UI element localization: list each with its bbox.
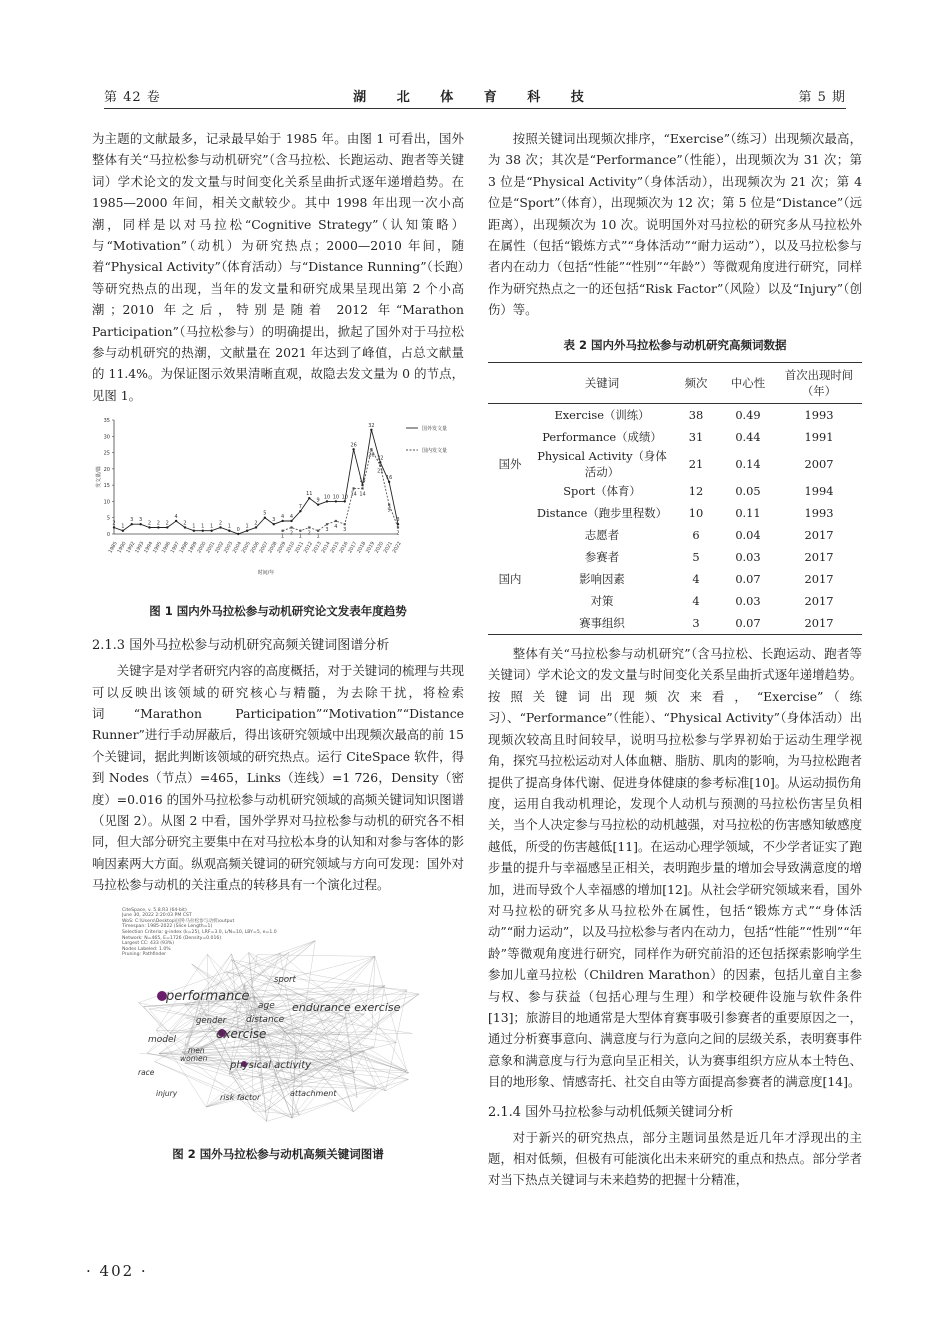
data-point <box>122 530 124 532</box>
data-point <box>281 520 283 522</box>
x-tick-label: 2022 <box>392 541 403 555</box>
data-point <box>397 523 399 525</box>
citespace-header <box>122 908 277 958</box>
data-point <box>148 527 150 529</box>
x-tick-label: 1997 <box>170 541 181 555</box>
data-point <box>370 429 372 431</box>
journal-title: 湖 北 体 育 科 技 <box>353 90 597 105</box>
data-label: 3 <box>343 527 347 534</box>
table-cell-centrality: 0.07 <box>735 572 761 587</box>
x-tick-label: 2002 <box>214 541 226 555</box>
data-point <box>344 523 346 525</box>
table-row <box>488 568 862 590</box>
data-point <box>299 510 301 512</box>
table-header-group <box>488 363 532 404</box>
data-point <box>157 527 159 529</box>
y-axis-label: 发文量/篇 <box>96 466 102 489</box>
data-label: 14 <box>350 491 357 498</box>
x-tick-label: 2009 <box>276 541 288 555</box>
table-cell-keyword: 影响因素 <box>579 572 625 587</box>
data-point <box>335 520 337 522</box>
x-tick-label: 1994 <box>143 541 155 555</box>
data-point <box>228 530 230 532</box>
data-point <box>139 523 141 525</box>
citespace-header-line: June 30, 2022 2:20:03 PM CST <box>122 913 192 919</box>
table-cell-centrality: 0.05 <box>735 484 761 499</box>
keyword-network <box>92 904 464 1134</box>
table-cell-frequency: 6 <box>692 528 700 543</box>
citespace-header-line: Pruning: Pathfinder <box>122 952 167 958</box>
data-label: 10 <box>323 494 331 501</box>
network-keyword-label: men <box>188 1045 205 1055</box>
x-tick-label: 2004 <box>232 541 244 555</box>
data-point <box>317 504 319 506</box>
section-heading-2-1-3: 2.1.3 国外马拉松参与动机研究高频关键词图谱分析 <box>92 638 390 654</box>
y-tick-label: 10 <box>103 499 110 506</box>
table-cell-keyword: Physical Activity（身体活动） <box>537 449 667 480</box>
data-label: 1 <box>245 524 249 531</box>
data-point <box>388 504 390 506</box>
data-point <box>326 501 328 503</box>
data-point <box>202 530 204 532</box>
data-point <box>397 527 399 529</box>
x-tick-label: 2021 <box>383 541 394 555</box>
data-point <box>264 517 266 519</box>
network-keyword-label: attachment <box>290 1088 337 1098</box>
table-cell-keyword: Exercise（训练） <box>554 408 650 423</box>
network-edge <box>374 985 385 1046</box>
network-edge <box>206 954 231 993</box>
y-tick-label: 0 <box>106 532 110 539</box>
data-label: 2 <box>156 520 160 527</box>
x-tick-label: 2018 <box>356 541 368 555</box>
left-column <box>92 128 464 1165</box>
data-label: 26 <box>368 452 375 459</box>
x-axis-label: 时间/年 <box>257 570 275 577</box>
network-keyword-label: distance <box>246 1014 285 1025</box>
data-label: 1 <box>298 534 302 541</box>
data-point <box>219 527 221 529</box>
figure-2-caption: 图 2 国外马拉松参与动机高频关键词图谱 <box>172 1146 384 1161</box>
x-tick-label: 2008 <box>268 541 279 555</box>
data-point <box>175 520 177 522</box>
table-row <box>488 546 862 568</box>
y-tick-label: 25 <box>103 450 110 457</box>
left-paragraph-1: 为主题的文献最多，记录最早始于 1985 年。由图 1 可看出，国外整体有关“马拉松参与动机研究”（含马拉松、长跑运动、跑者等关键词）学术论文的发文量与时间变化关系呈曲折式逐年递增趋势。在 1985—2000 年间，相关文献较少。其中 1998 年出现一次小高潮，同样是以对马拉松“Cognitive Strategy”（认知策略）与“Motivation”（动机）为研究热点；2000—2010 年间，随着“Physical Activity”（体育活动）与“Distance Running”（长跑）等研究热点的出现，当年的发文量和研究成果呈现出第 2 个小高潮；2010 年之后，特别是随着 2012 年“Marathon Participation”（马拉松参与）的明确提出，掀起了国外对于马拉松参与动机研究的热潮，文献量在 2021 年达到了峰值，占总文献量的 11.4%。为保证图示效果清晰直观，故隐去发文量为 0 的节点，见图 1。 <box>92 131 464 403</box>
data-label: 1 <box>210 524 214 531</box>
x-tick-label: 2003 <box>223 541 235 555</box>
data-point <box>379 465 381 467</box>
header-rule <box>104 108 846 109</box>
data-point <box>308 527 310 529</box>
table-cell-year: 1991 <box>804 430 834 445</box>
data-label: 21 <box>377 468 384 475</box>
data-label: 16 <box>385 475 393 482</box>
data-label: 4 <box>281 514 285 521</box>
network-keyword-label: race <box>138 1067 155 1077</box>
network-keyword-label: sport <box>274 974 296 985</box>
data-point <box>353 488 355 490</box>
data-label: 1 <box>227 524 231 531</box>
table-group-foreign: 国外 <box>498 457 522 472</box>
data-point <box>317 530 319 532</box>
table-cell-frequency: 4 <box>692 572 700 587</box>
data-label: 2 <box>165 520 169 527</box>
x-tick-label: 2010 <box>285 541 297 555</box>
legend-label: 国外发文量 <box>422 426 448 433</box>
data-label: 1 <box>192 524 196 531</box>
network-keyword-label: age <box>258 1000 275 1011</box>
table-cell-year: 2017 <box>804 528 834 543</box>
table-body <box>488 404 862 635</box>
x-tick-label: 2005 <box>241 541 252 555</box>
table-row <box>488 404 862 427</box>
data-label: 1 <box>121 524 125 531</box>
network-keyword-label: injury <box>156 1088 178 1098</box>
data-label: 2 <box>112 520 116 527</box>
data-point <box>193 530 195 532</box>
data-label: 32 <box>368 423 375 430</box>
table-cell-year: 1994 <box>804 484 834 499</box>
data-label: 3 <box>272 517 276 524</box>
citespace-header-line: Nodes Labeled: 1.0% <box>122 946 171 952</box>
data-label: 3 <box>139 517 143 524</box>
table-cell-centrality: 0.03 <box>735 550 761 565</box>
data-label: 2 <box>396 530 400 537</box>
figure-2 <box>92 904 464 1165</box>
table-cell-year: 2017 <box>804 594 834 609</box>
data-point <box>308 497 310 499</box>
data-point <box>273 523 275 525</box>
table-cell-keyword: Sport（体育） <box>563 484 641 499</box>
data-label: 15 <box>359 478 366 485</box>
network-edge <box>149 1009 170 1033</box>
data-label: 4 <box>289 514 294 521</box>
data-point <box>352 448 354 450</box>
table-row <box>488 448 862 480</box>
network-edge <box>272 1072 355 1085</box>
data-label: 7 <box>298 504 302 511</box>
data-label: 3 <box>130 517 134 524</box>
table-cell-keyword: 参赛者 <box>584 550 620 565</box>
data-point <box>290 520 292 522</box>
data-label: 4 <box>174 514 178 521</box>
x-tick-label: 1995 <box>152 541 164 555</box>
data-point <box>237 533 239 535</box>
x-tick-label: 2016 <box>339 541 350 555</box>
figure-1 <box>92 414 464 622</box>
data-point <box>290 527 292 529</box>
table-cell-centrality: 0.49 <box>735 408 761 423</box>
data-label: 26 <box>350 442 357 449</box>
table-cell-year: 2007 <box>804 457 834 472</box>
x-tick-label: 2017 <box>347 541 359 555</box>
table-cell-frequency: 38 <box>688 408 704 423</box>
section-heading-2-1-4: 2.1.4 国外马拉松参与动机低频关键词分析 <box>488 1104 734 1120</box>
right-paragraph-2: 整体有关“马拉松参与动机研究”（含马拉松、长跑运动、跑者等关键词）学术论文的发文量与时间变化关系呈曲折式逐年递增趋势。按照关键词出现频次来看，“Exercise”（练习）、“Performance”（性能）、“Physical Activity”（身体活动）出现频次较高且时间较早，说明马拉松参与学界初始于运动生理学视角，探究马拉松运动对人体血糖、脂肪、肌肉的影响，为马拉松跑者提供了提高身体代谢、促进身体健康的参考标准[10]。从运动损伤角度，运用自我动机理论，发现个人动机与预测的马拉松伤害呈负相关，当个人决定参与马拉松的动机越强，对马拉松的伤害感知敏感度越低，所受的伤害越低[11]。在运动心理学领域，不少学者证实了跑步量的提升与幸福感呈正相关，表明跑步量的增加会导致满意度的增加，进而导致个人幸福感的增加[12]。从社会学研究领域来看，国外对马拉松的研究多从马拉松外在属性，包括“锻炼方式”“身体活动”“耐力运动”，以及马拉松参与者内在动力，包括“性能”“性别”“年龄”等微观角度进行研究，同样作为研究前沿的还包括探索影响学生参加儿童马拉松（Children Marathon）的因素，包括儿童自主参与权、参与获益（包括心理与生理）和学校硬件设施与软件条件[13]；旅游目的地通常是大型体育赛事吸引参赛者的重要原因之一，通过分析赛事意向、满意度与行为意向之间的层级关系，表明赛事件意象和满意度与行为意向呈正相关，认为赛事组织方应从本土特色、目的地形象、情感寄托、社交自由等方面提高参赛者的满意度[14]。 <box>488 646 862 1090</box>
table-2-caption: 表 2 国内外马拉松参与动机研究高频词数据 <box>563 337 787 352</box>
data-label: 4 <box>334 524 338 531</box>
x-tick-label: 1985 <box>108 541 119 555</box>
table-row <box>488 590 862 612</box>
table-cell-centrality: 0.03 <box>735 594 761 609</box>
table-cell-frequency: 5 <box>692 550 700 565</box>
x-tick-label: 2007 <box>259 541 270 555</box>
table-cell-frequency: 10 <box>688 506 704 521</box>
y-tick-label: 30 <box>103 434 110 441</box>
table-cell-year: 2017 <box>804 572 834 587</box>
citespace-header-line: Selection Criteria: g-index (k=25), LRF=3.0, L/N=10, LBY=5, e=1.0 <box>122 929 277 935</box>
data-point <box>326 523 328 525</box>
data-label: 2 <box>183 520 187 527</box>
citespace-header-line: Largest CC: 433 (93%) <box>122 941 175 947</box>
x-tick-label: 1990 <box>117 541 128 555</box>
table-header-centrality: 中心性 <box>730 376 766 391</box>
left-paragraph-2: 关键字是对学者研究内容的高度概括，对于关键词的梳理与共现可以反映出该领域的研究核心与精髓，为去除干扰，将检索词“Marathon Participation”“Motivation”“Distance Runner”进行手动屏蔽后，得出该研究领域中出现频次最高的前 15 个关键词，据此判断该领域的研究热点。运行 CiteSpace 软件，得到 Nodes（节点）=465，Links（连线）=1 726，Density（密度）=0.016 的国外马拉松参与动机研究领域的高频关键词知识图谱（见图 2）。从图 2 中看，国外学界对马拉松参与动机的研究各不相同，但大部分研究主要集中在对马拉松本身的认知和对参与客体的影响因素两大方面。纵观高频关键词的研究领域与方向可发现：国外对马拉松参与动机的关注重点的转移具有一个演化过程。 <box>92 663 464 893</box>
x-tick-label: 2013 <box>312 541 323 555</box>
data-point <box>299 530 301 532</box>
right-paragraph-3: 对于新兴的研究热点，部分主题词虽然是近几年才浮现出的主题，相对低频，但极有可能演化出未来研究的重点和热点。部分学者对当下热点关键词与未来趋势的把握十分精准， <box>488 1129 862 1188</box>
x-tick-label: 2000 <box>197 541 208 555</box>
table-cell-frequency: 21 <box>688 457 704 472</box>
data-point <box>388 481 390 483</box>
data-label: 1 <box>201 524 205 531</box>
data-point <box>282 530 284 532</box>
table-cell-year: 2017 <box>804 550 834 565</box>
figure-1-caption: 图 1 国内外马拉松参与动机研究论文发表年度趋势 <box>149 603 407 618</box>
network-keyword-label: physical activity <box>230 1059 312 1071</box>
network-keyword-label: model <box>148 1034 177 1045</box>
keyword-table <box>488 362 862 635</box>
network-keyword-label: performance <box>166 988 250 1004</box>
table-row <box>488 612 862 635</box>
x-tick-label: 2015 <box>330 541 341 555</box>
issue-label: 第 5 期 <box>798 90 846 105</box>
x-tick-label: 1993 <box>134 541 146 555</box>
table-cell-keyword: Distance（跑步里程数） <box>536 506 668 521</box>
data-label: 2 <box>254 520 258 527</box>
table-cell-keyword: 赛事组织 <box>579 616 625 631</box>
table-cell-centrality: 0.07 <box>735 616 761 631</box>
data-label: 5 <box>263 510 267 517</box>
data-label: 3 <box>396 517 400 524</box>
table-header-frequency: 频次 <box>684 376 708 391</box>
data-label: 22 <box>377 455 384 462</box>
network-keyword-label: risk factor <box>220 1092 261 1102</box>
x-tick-label: 2019 <box>365 541 377 555</box>
data-point <box>255 527 257 529</box>
data-point <box>370 448 372 450</box>
data-label: 9 <box>316 497 320 504</box>
data-point <box>131 523 133 525</box>
data-label: 10 <box>332 494 340 501</box>
table-cell-frequency: 4 <box>692 594 700 609</box>
table-cell-centrality: 0.11 <box>735 506 761 521</box>
network-edge <box>301 940 315 1035</box>
table-group-domestic: 国内 <box>498 572 522 587</box>
table-cell-frequency: 3 <box>692 616 700 631</box>
network-edge <box>329 1062 355 1072</box>
x-tick-label: 2001 <box>205 541 217 555</box>
line-chart <box>92 414 464 592</box>
x-tick-label: 2011 <box>294 541 306 555</box>
y-tick-label: 5 <box>106 515 110 522</box>
data-point <box>184 527 186 529</box>
table-header-first-year: 首次出现时间（年） <box>784 368 854 399</box>
citespace-header-line: CiteSpace, v. 5.8.R3 (64-bit) <box>122 907 187 913</box>
data-point <box>335 501 337 503</box>
table-row <box>488 480 862 502</box>
network-keyword-label: exercise <box>216 1026 267 1041</box>
data-label: 10 <box>341 494 348 501</box>
network-keyword-label: gender <box>196 1015 227 1026</box>
data-label: 1 <box>281 534 285 541</box>
data-label: 9 <box>387 507 391 514</box>
x-tick-label: 2020 <box>374 541 386 555</box>
table-cell-frequency: 31 <box>688 430 704 445</box>
x-tick-label: 2012 <box>303 541 315 555</box>
data-label: 2 <box>218 520 223 527</box>
x-tick-label: 1992 <box>126 541 137 555</box>
running-header <box>104 86 846 110</box>
citespace-header-line: WoS: C:\Users\Desktop\国外马拉松参与动机\output <box>122 918 235 924</box>
table-row <box>488 426 862 448</box>
table-header-row <box>488 363 862 404</box>
data-label: 11 <box>306 491 313 498</box>
table-cell-year: 2017 <box>804 616 834 631</box>
data-point <box>246 530 248 532</box>
y-tick-label: 20 <box>103 467 110 474</box>
page-number: · 402 · <box>86 1262 148 1280</box>
data-point <box>166 527 168 529</box>
table-cell-centrality: 0.44 <box>735 430 761 445</box>
network-keyword-label: women <box>180 1053 208 1063</box>
data-point <box>344 501 346 503</box>
y-tick-label: 35 <box>103 418 110 425</box>
data-point <box>361 488 363 490</box>
data-label: 3 <box>325 527 329 534</box>
x-tick-label: 2014 <box>321 541 332 555</box>
table-row <box>488 502 862 524</box>
right-paragraph-1: 按照关键词出现频次排序，“Exercise”（练习）出现频次最高，为 38 次；其次是“Performance”（性能），出现频次为 31 次；第 3 位是“Physical Activity”（身体活动），出现频次为 21 次；第 4 位是“Sport”（体育），出现频次为 12 次；第 5 位是“Distance”（远距离），出现频次为 10 次。说明国外对马拉松的研究多从马拉松外在属性（包括“锻炼方式”“身体活动”“耐力运动”），以及马拉松参与者内在动力（包括“性能”“性别”“年龄”）等微观角度进行研究，同样作为研究热点之一的还包括“Risk Factor”（风险）以及“Injury”（创伤）等。 <box>488 131 862 318</box>
right-column <box>488 128 862 1191</box>
volume-label: 第 42 卷 <box>104 90 161 105</box>
table-header-keyword: 关键词 <box>584 376 620 391</box>
data-label: 14 <box>359 491 366 498</box>
network-keyword-label: endurance exercise <box>292 1000 401 1014</box>
table-cell-keyword: 志愿者 <box>584 528 620 543</box>
table-cell-year: 1993 <box>804 506 834 521</box>
x-tick-label: 2006 <box>250 541 261 555</box>
data-label: 2 <box>307 530 311 537</box>
data-label: 2 <box>289 530 294 537</box>
data-label: 1 <box>316 534 320 541</box>
y-tick-label: 15 <box>103 483 110 490</box>
data-point <box>210 530 212 532</box>
table-cell-centrality: 0.14 <box>735 457 761 472</box>
x-tick-label: 1999 <box>188 541 199 555</box>
table-cell-keyword: Performance（成绩） <box>542 430 662 445</box>
table-cell-centrality: 0.04 <box>735 528 761 543</box>
data-label: 2 <box>147 520 152 527</box>
data-point <box>113 527 115 529</box>
table-cell-year: 1993 <box>804 408 834 423</box>
x-tick-label: 1996 <box>161 541 173 555</box>
table-cell-frequency: 12 <box>688 484 704 499</box>
legend-label: 国内发文量 <box>422 448 448 455</box>
data-label: 0 <box>236 527 240 534</box>
table-row <box>488 524 862 546</box>
table-cell-keyword: 对策 <box>590 594 614 609</box>
citespace-header-line: Network: N=465, E=1726 (Density=0.016) <box>122 935 222 941</box>
x-tick-label: 1998 <box>179 541 190 555</box>
citespace-header-line: Timespan: 1985-2022 (Slice Length=1) <box>122 924 213 930</box>
